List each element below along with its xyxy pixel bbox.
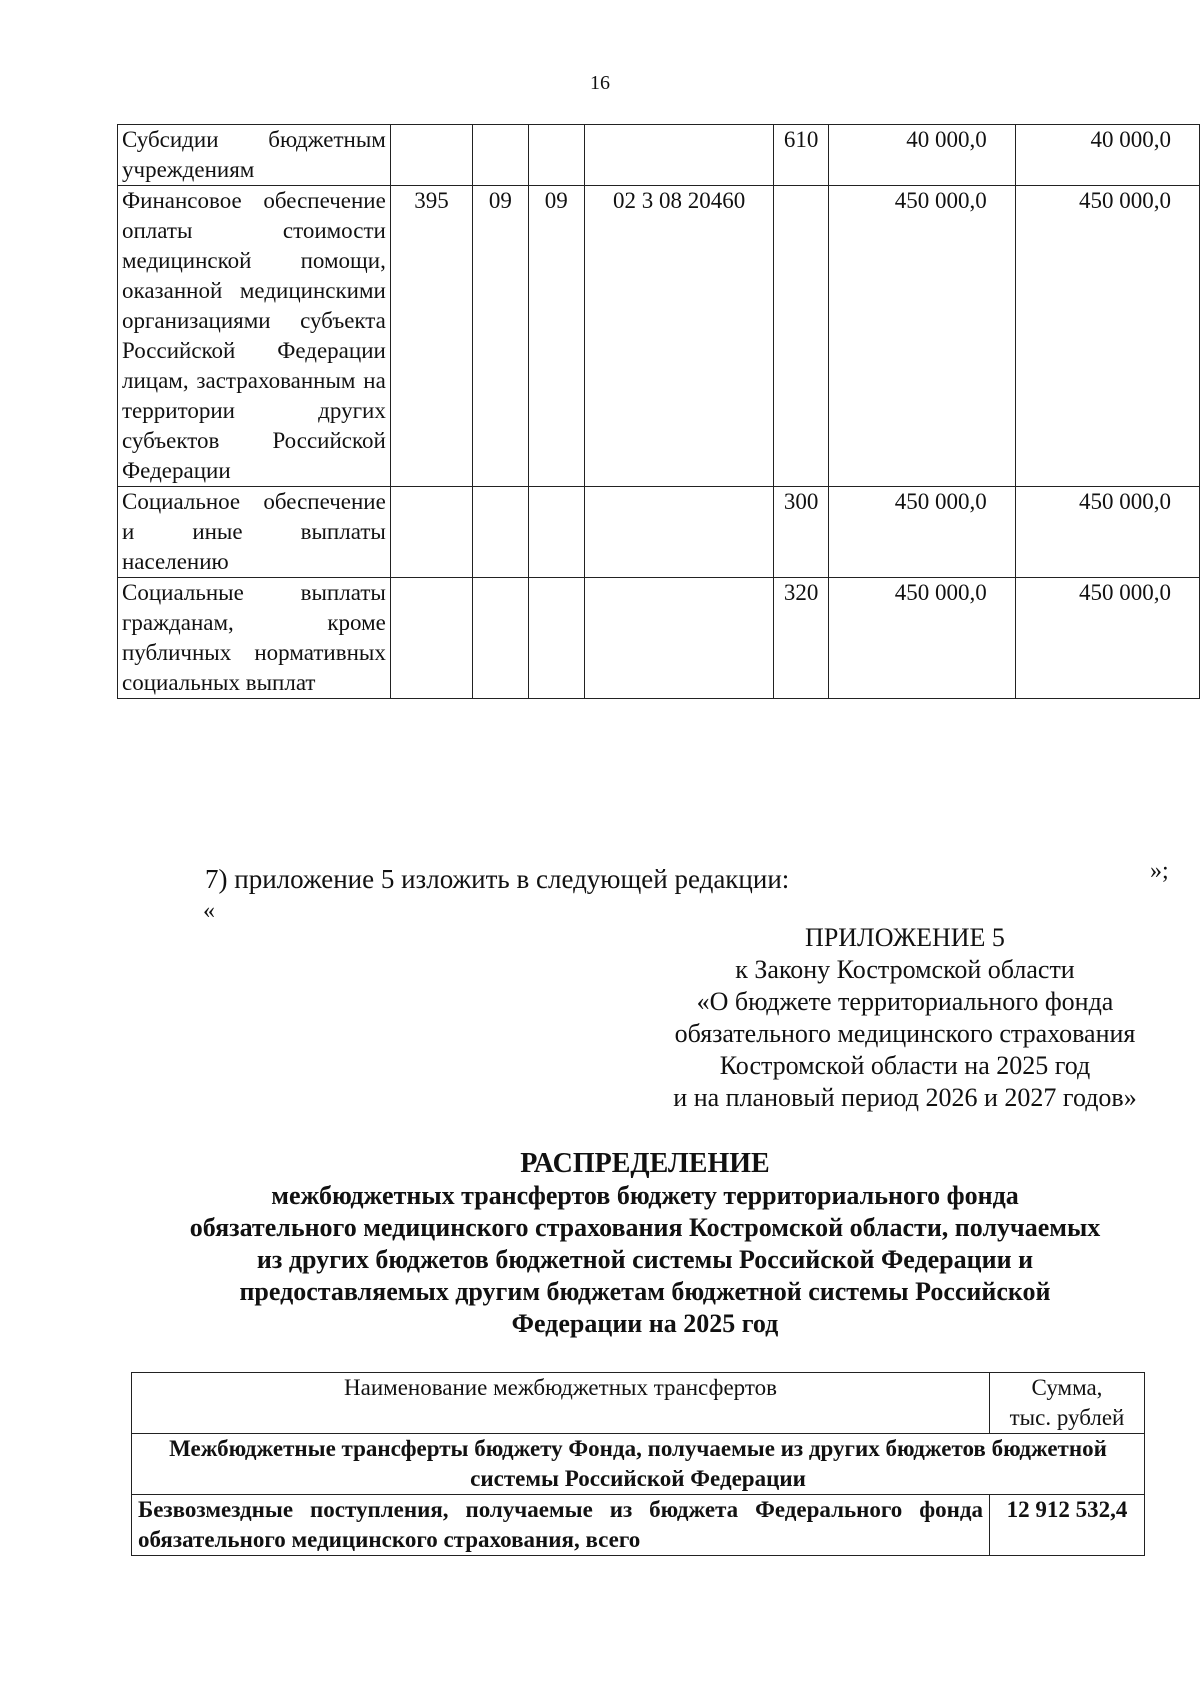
target-code xyxy=(584,487,774,578)
table-row xyxy=(118,487,1200,578)
row-name: Финансовое обеспечение оплаты стоимости медицинской помощи, оказанной медицинскими организациями субъекта Российской Федерации лицам, застрахованным на территории других субъектов Российской Федерации xyxy=(118,186,391,487)
section-code xyxy=(473,125,528,186)
sum-2027: 450 000,0 xyxy=(1015,578,1199,699)
transfer-sum: 12 912 532,4 xyxy=(990,1495,1145,1556)
subsection-code: 09 xyxy=(528,186,584,487)
sum-2027: 450 000,0 xyxy=(1015,487,1199,578)
sum-2026: 450 000,0 xyxy=(828,578,1015,699)
admin-code xyxy=(390,125,472,186)
appendix-line: Костромской области на 2025 год xyxy=(719,1051,1091,1080)
header-sum-line: Сумма, xyxy=(1031,1375,1103,1400)
table-row xyxy=(118,125,1200,186)
target-code xyxy=(584,578,774,699)
heading-line: из других бюджетов бюджетной системы Российской Федерации и xyxy=(256,1245,1034,1274)
target-code xyxy=(584,125,774,186)
appendix-line: и на плановый период 2026 и 2027 годов» xyxy=(673,1083,1137,1112)
sum-2026: 450 000,0 xyxy=(828,186,1015,487)
row-name: Социальные выплаты гражданам, кроме публичных нормативных социальных выплат xyxy=(118,578,391,699)
appendix-block xyxy=(620,922,1190,1114)
sum-2026: 450 000,0 xyxy=(828,487,1015,578)
subsection-code xyxy=(528,125,584,186)
expense-type-code xyxy=(774,186,828,487)
section-title: Межбюджетные трансферты бюджету Фонда, получаемые из других бюджетов бюджетной системы Российской Федерации xyxy=(132,1434,1145,1495)
heading-line: обязательного медицинского страхования Костромской области, получаемых xyxy=(189,1213,1101,1242)
table-row xyxy=(132,1495,1145,1556)
header-sum-unit: тыс. рублей xyxy=(1009,1405,1125,1430)
appendix-line: «О бюджете территориального фонда xyxy=(696,987,1114,1016)
amendment-instruction: 7) приложение 5 изложить в следующей редакции: xyxy=(205,864,790,894)
budget-table xyxy=(117,124,1200,699)
section-code xyxy=(473,578,528,699)
target-code: 02 3 08 20460 xyxy=(584,186,774,487)
appendix-line: к Закону Костромской области xyxy=(735,955,1075,984)
sum-2027: 450 000,0 xyxy=(1015,186,1199,487)
table-row xyxy=(118,578,1200,699)
header-name: Наименование межбюджетных трансфертов xyxy=(132,1373,990,1434)
heading-line: предоставляемых другим бюджетам бюджетной системы Российской xyxy=(239,1277,1051,1306)
transfers-table xyxy=(131,1372,1145,1556)
document-heading xyxy=(130,1148,1160,1340)
heading-line: Федерации на 2025 год xyxy=(511,1309,779,1338)
section-row xyxy=(132,1434,1145,1495)
transfer-name: Безвозмездные поступления, получаемые из бюджета Федерального фонда обязательного медицинского страхования, всего xyxy=(132,1495,990,1556)
subsection-code xyxy=(528,487,584,578)
expense-type-code: 610 xyxy=(774,125,828,186)
sum-2026: 40 000,0 xyxy=(828,125,1015,186)
table-row xyxy=(118,186,1200,487)
admin-code xyxy=(390,578,472,699)
header-sum xyxy=(990,1373,1145,1434)
section-code xyxy=(473,487,528,578)
expense-type-code: 300 xyxy=(774,487,828,578)
row-name: Субсидии бюджетным учреждениям xyxy=(118,125,391,186)
appendix-title: ПРИЛОЖЕНИЕ 5 xyxy=(805,923,1005,952)
expense-type-code: 320 xyxy=(774,578,828,699)
heading-title: РАСПРЕДЕЛЕНИЕ xyxy=(520,1148,770,1179)
page-number: 16 xyxy=(590,72,610,94)
subsection-code xyxy=(528,578,584,699)
closing-quote: »; xyxy=(1150,858,1169,884)
admin-code: 395 xyxy=(390,186,472,487)
table-header-row xyxy=(132,1373,1145,1434)
row-name: Социальное обеспечение и иные выплаты населению xyxy=(118,487,391,578)
sum-2027: 40 000,0 xyxy=(1015,125,1199,186)
appendix-line: обязательного медицинского страхования xyxy=(674,1019,1136,1048)
section-code: 09 xyxy=(473,186,528,487)
opening-quote: « xyxy=(203,898,215,924)
admin-code xyxy=(390,487,472,578)
heading-line: межбюджетных трансфертов бюджету территориального фонда xyxy=(271,1181,1019,1210)
